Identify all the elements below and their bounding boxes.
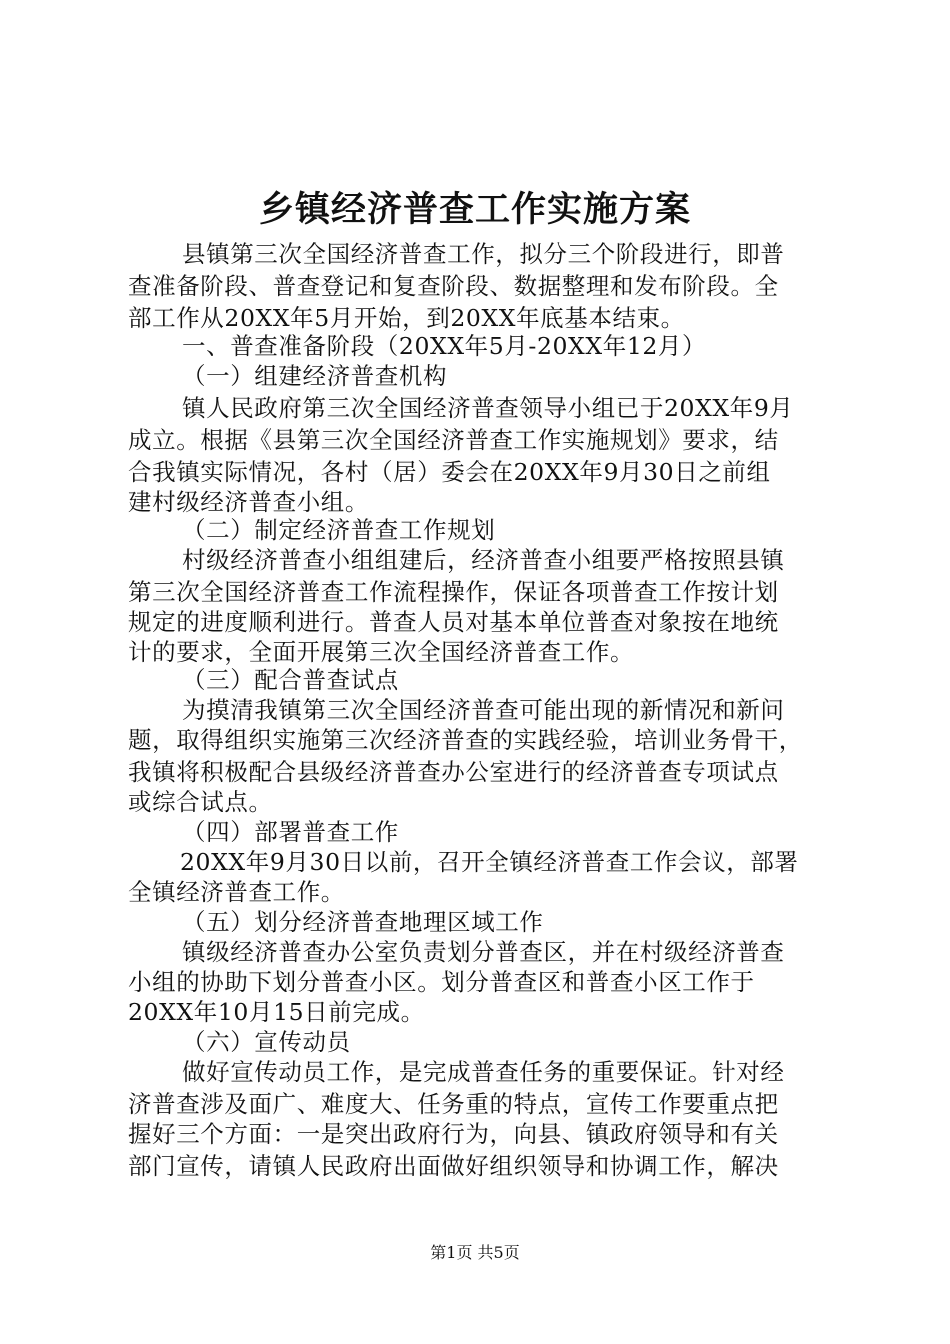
body-line: 镇级经济普查办公室负责划分普查区，并在村级经济普查 <box>182 938 785 966</box>
body-line: 或综合试点。 <box>128 788 273 816</box>
body-line: 做好宣传动员工作，是完成普查任务的重要保证。针对经 <box>182 1058 785 1086</box>
body-line: 20XX年9月30日以前，召开全镇经济普查工作会议，部署 <box>180 848 799 876</box>
body-line: 成立。根据《县第三次全国经济普查工作实施规划》要求，结 <box>128 426 779 454</box>
section-heading: 一、普查准备阶段（20XX年5月-20XX年12月） <box>182 332 707 360</box>
body-line: 为摸清我镇第三次全国经济普查可能出现的新情况和新问 <box>182 696 785 724</box>
body-line: 合我镇实际情况，各村（居）委会在20XX年9月30日之前组 <box>128 458 771 486</box>
body-line: 部门宣传，请镇人民政府出面做好组织领导和协调工作，解决 <box>128 1152 779 1180</box>
subsection-heading: （二）制定经济普查工作规划 <box>182 516 496 544</box>
page-footer: 第1页 共5页 <box>430 1243 520 1262</box>
subsection-heading: （五）划分经济普查地理区域工作 <box>182 908 544 936</box>
body-line: 题，取得组织实施第三次经济普查的实践经验，培训业务骨干， <box>128 726 803 754</box>
subsection-heading: （四）部署普查工作 <box>182 818 399 846</box>
body-line: 握好三个方面：一是突出政府行为，向县、镇政府领导和有关 <box>128 1120 779 1148</box>
body-line: 计的要求，全面开展第三次全国经济普查工作。 <box>128 638 635 666</box>
subsection-heading: （六）宣传动员 <box>182 1028 351 1056</box>
body-line: 镇人民政府第三次全国经济普查领导小组已于20XX年9月 <box>182 394 794 422</box>
body-line: 查准备阶段、普查登记和复查阶段、数据整理和发布阶段。全 <box>128 272 779 300</box>
body-line: 20XX年10月15日前完成。 <box>128 998 425 1026</box>
subsection-heading: （一）组建经济普查机构 <box>182 362 448 390</box>
page-title: 乡镇经济普查工作实施方案 <box>258 189 691 230</box>
body-line: 村级经济普查小组组建后，经济普查小组要严格按照县镇 <box>182 546 785 574</box>
body-line: 规定的进度顺利进行。普查人员对基本单位普查对象按在地统 <box>128 608 779 636</box>
body-line: 县镇第三次全国经济普查工作，拟分三个阶段进行，即普 <box>182 240 785 268</box>
subsection-heading: （三）配合普查试点 <box>182 666 399 694</box>
body-line: 济普查涉及面广、难度大、任务重的特点，宣传工作要重点把 <box>128 1090 779 1118</box>
body-line: 第三次全国经济普查工作流程操作，保证各项普查工作按计划 <box>128 578 779 606</box>
body-line: 小组的协助下划分普查小区。划分普查区和普查小区工作于 <box>128 968 755 996</box>
body-line: 我镇将积极配合县级经济普查办公室进行的经济普查专项试点 <box>128 758 779 786</box>
body-line: 部工作从20XX年5月开始，到20XX年底基本结束。 <box>128 304 685 332</box>
body-line: 建村级经济普查小组。 <box>128 488 369 516</box>
body-line: 全镇经济普查工作。 <box>128 878 345 906</box>
